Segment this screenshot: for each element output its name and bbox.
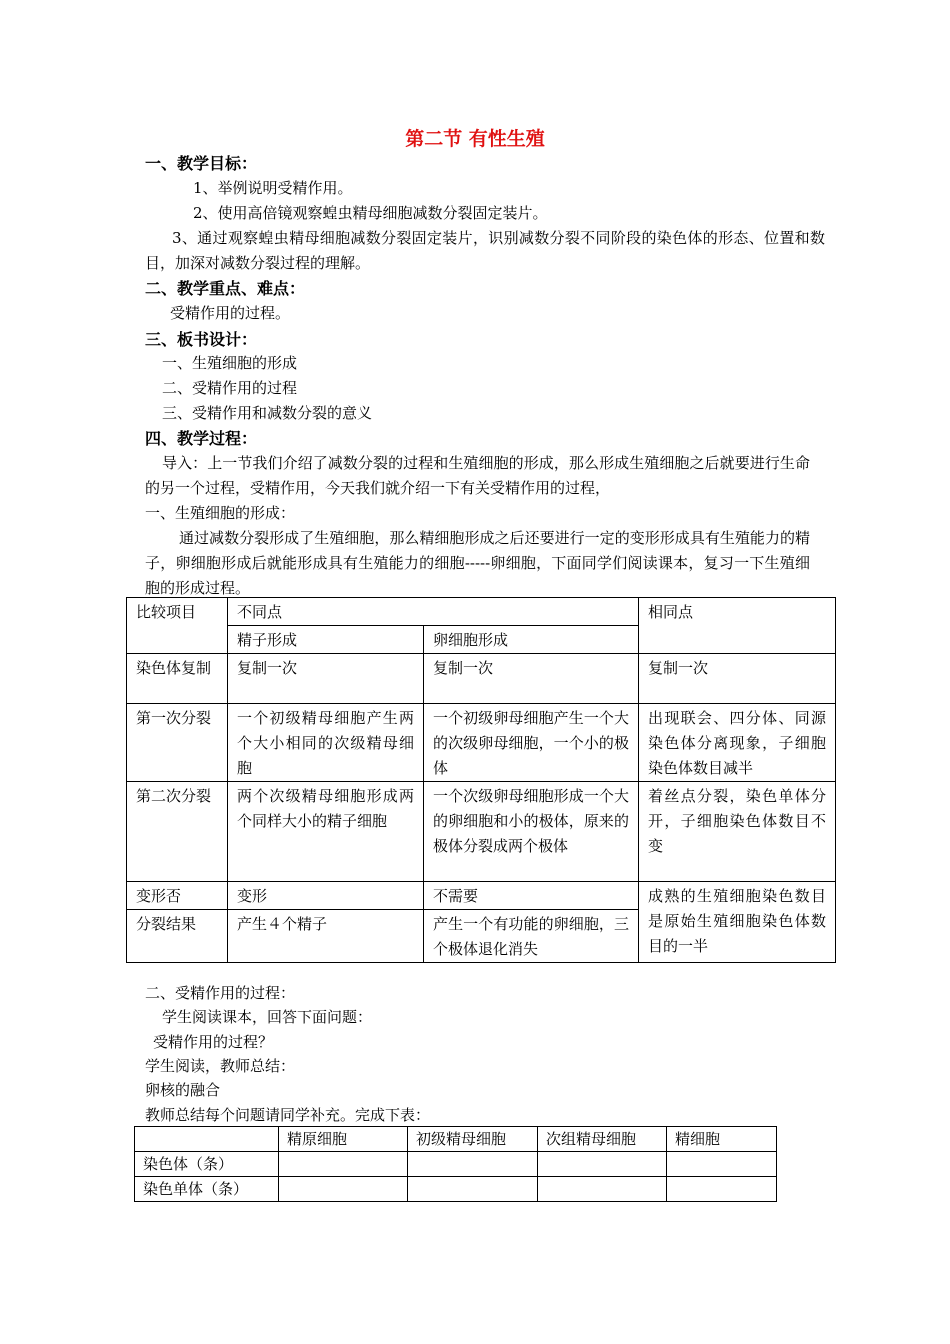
table-cell: 变形 xyxy=(228,882,424,910)
table-cell xyxy=(538,1177,667,1202)
table-cell: 变形否 xyxy=(127,882,228,910)
header-same: 相同点 xyxy=(639,598,836,654)
header-different: 不同点 xyxy=(228,598,639,626)
table-cell: 复制一次 xyxy=(424,654,639,704)
page-title: 第二节 有性生殖 xyxy=(405,128,545,150)
section-3-heading: 三、板书设计： xyxy=(145,330,258,349)
table-cell: 一个初级精母细胞产生两个大小相同的次级精母细胞 xyxy=(228,704,424,782)
section-2-heading: 二、教学重点、难点： xyxy=(145,279,306,298)
board-item-1: 一、生殖细胞的形成 xyxy=(162,354,298,372)
table-cell xyxy=(408,1152,538,1177)
subsection-2-heading: 二、受精作用的过程： xyxy=(145,984,296,1002)
table-cell: 产生４个精子 xyxy=(228,910,424,963)
table-cell: 产生一个有功能的卵细胞，三个极体退化消失 xyxy=(424,910,639,963)
table-cell xyxy=(667,1152,777,1177)
table-cell xyxy=(538,1152,667,1177)
table-cell xyxy=(279,1177,408,1202)
table-cell: 第二次分裂 xyxy=(127,782,228,882)
table-cell xyxy=(667,1177,777,1202)
header-egg: 卵细胞形成 xyxy=(424,626,639,654)
table-cell: 复制一次 xyxy=(228,654,424,704)
section-1-heading: 一、教学目标： xyxy=(145,154,258,173)
table-header-cell: 精细胞 xyxy=(667,1127,777,1152)
comparison-table xyxy=(126,597,836,963)
question-line: 受精作用的过程？ xyxy=(153,1033,274,1051)
table-cell: 两个次级精母细胞形成两个同样大小的精子细胞 xyxy=(228,782,424,882)
complete-table-line: 教师总结每个问题请同学补充。完成下表： xyxy=(145,1106,431,1124)
board-item-3: 三、受精作用和减数分裂的意义 xyxy=(162,404,373,422)
table-cell xyxy=(279,1152,408,1177)
intro-paragraph: 导入：上一节我们介绍了减数分裂的过程和生殖细胞的形成，那么形成生殖细胞之后就要进行生命的另一个过程，受精作用，今天我们就介绍一下有关受精作用的过程， xyxy=(145,454,810,497)
objective-1: 1、举例说明受精作用。 xyxy=(193,179,353,197)
chromosome-count-table xyxy=(134,1126,777,1202)
table-cell: 染色体（条） xyxy=(135,1152,279,1177)
table-cell: 复制一次 xyxy=(639,654,836,704)
key-point-text: 受精作用的过程。 xyxy=(170,304,291,322)
objective-2: 2、使用高倍镜观察蝗虫精母细胞减数分裂固定装片。 xyxy=(193,204,548,222)
fusion-line: 卵核的融合 xyxy=(145,1081,221,1099)
table-cell: 分裂结果 xyxy=(127,910,228,963)
instruction-line: 学生阅读课本，回答下面问题： xyxy=(162,1008,373,1026)
formation-paragraph: 通过减数分裂形成了生殖细胞，那么精细胞形成之后还要进行一定的变形形成具有生殖能力的精子，卵细胞形成后就能形成具有生殖能力的细胞-----卵细胞，下面同学们阅读课本，复习一下生殖细胞的形成过程。 xyxy=(145,529,810,597)
header-item: 比较项目 xyxy=(127,598,228,654)
table-cell: 一个次级卵母细胞形成一个大的卵细胞和小的极体，原来的极体分裂成两个极体 xyxy=(424,782,639,882)
table-cell: 着丝点分裂，染色单体分开，子细胞染色体数目不变 xyxy=(639,782,836,882)
header-sperm: 精子形成 xyxy=(228,626,424,654)
summary-line: 学生阅读，教师总结： xyxy=(145,1057,296,1075)
table-cell: 不需要 xyxy=(424,882,639,910)
table-cell: 染色体复制 xyxy=(127,654,228,704)
table-cell xyxy=(408,1177,538,1202)
table-header-cell: 初级精母细胞 xyxy=(408,1127,538,1152)
board-item-2: 二、受精作用的过程 xyxy=(162,379,298,397)
section-4-heading: 四、教学过程： xyxy=(145,429,258,448)
table-cell: 第一次分裂 xyxy=(127,704,228,782)
table-header-cell: 精原细胞 xyxy=(279,1127,408,1152)
subsection-1-heading: 一、生殖细胞的形成： xyxy=(145,504,296,522)
table-cell: 染色单体（条） xyxy=(135,1177,279,1202)
table-cell: 出现联会、四分体、同源染色体分离现象，子细胞染色体数目减半 xyxy=(639,704,836,782)
table-header-cell xyxy=(135,1127,279,1152)
table-cell-merged: 成熟的生殖细胞染色数目是原始生殖细胞染色体数目的一半 xyxy=(639,882,836,963)
table-header-cell: 次组精母细胞 xyxy=(538,1127,667,1152)
table-cell: 一个初级卵母细胞产生一个大的次级卵母细胞，一个小的极体 xyxy=(424,704,639,782)
objective-3: 3、通过观察蝗虫精母细胞减数分裂固定装片，识别减数分裂不同阶段的染色体的形态、位置和数目，加深对减数分裂过程的理解。 xyxy=(145,229,825,272)
